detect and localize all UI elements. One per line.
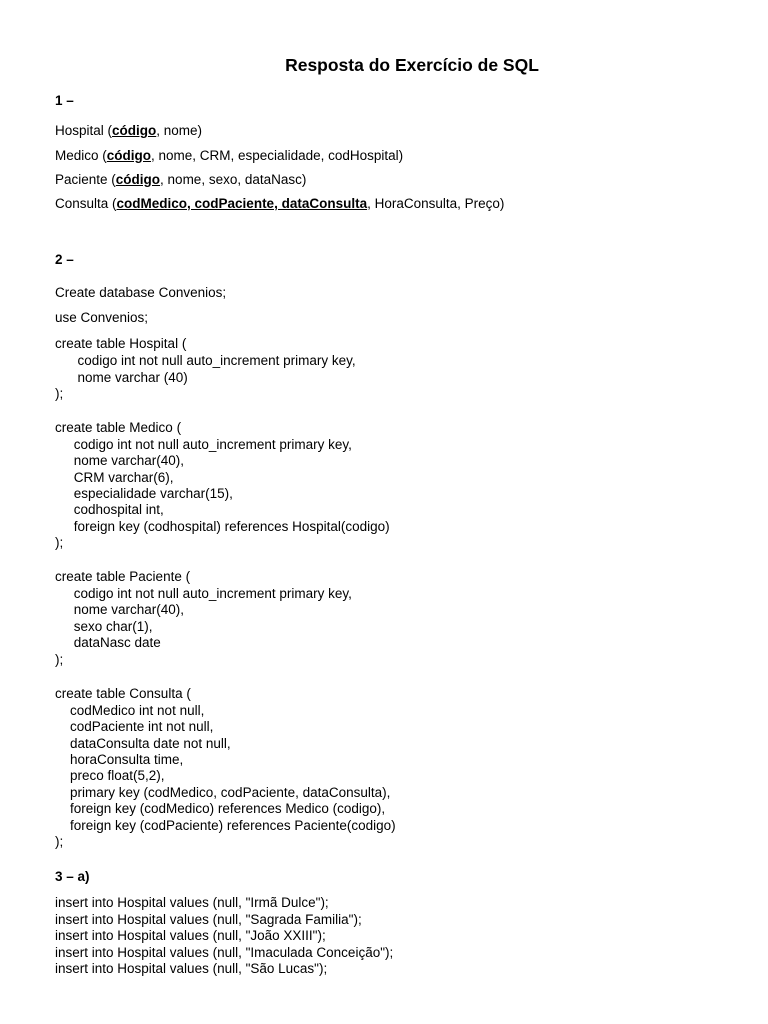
schema-line-paciente [55, 171, 306, 188]
schema-table-name: Medico ( [55, 148, 107, 163]
schema-line-consulta [55, 195, 504, 212]
code-line: foreign key (codhospital) references Hospital(codigo) [55, 519, 390, 534]
code-line: create table Medico ( [55, 420, 182, 435]
code-line: codigo int not null auto_increment primary key, [55, 437, 352, 452]
schema-columns: , nome, CRM, especialidade, codHospital) [151, 148, 404, 163]
insert-line: insert into Hospital values (null, "São Lucas"); [55, 961, 328, 976]
schema-line-hospital [55, 122, 202, 139]
code-line: ); [55, 834, 64, 849]
code-line: use Convenios; [55, 310, 149, 325]
document-title: Resposta do Exercício de SQL [285, 55, 539, 75]
code-line: preco float(5,2), [55, 768, 165, 783]
code-line: codigo int not null auto_increment primary key, [55, 353, 356, 368]
schema-primary-key: código [112, 123, 157, 138]
section-2-heading: 2 – [55, 252, 74, 267]
code-line: ); [55, 535, 64, 550]
code-line: create table Paciente ( [55, 569, 191, 584]
code-line: create table Hospital ( [55, 336, 187, 351]
code-line: nome varchar (40) [55, 370, 188, 385]
code-line: dataNasc date [55, 635, 161, 650]
schema-columns: , HoraConsulta, Preço) [367, 196, 505, 211]
schema-table-name: Hospital ( [55, 123, 113, 138]
code-line: Create database Convenios; [55, 285, 227, 300]
code-line: especialidade varchar(15), [55, 486, 233, 501]
section-3a-heading: 3 – a) [55, 869, 90, 884]
insert-line: insert into Hospital values (null, "Irmã Dulce"); [55, 895, 329, 910]
code-line: foreign key (codMedico) references Medico (codigo), [55, 801, 386, 816]
schema-table-name: Paciente ( [55, 172, 116, 187]
code-line: foreign key (codPaciente) references Paciente(codigo) [55, 818, 396, 833]
insert-line: insert into Hospital values (null, "João XXIII"); [55, 928, 326, 943]
schema-columns: , nome) [156, 123, 203, 138]
code-line: codMedico int not null, [55, 703, 205, 718]
code-line: ); [55, 386, 64, 401]
section-1-heading: 1 – [55, 93, 74, 108]
schema-line-medico [55, 147, 403, 164]
code-line: nome varchar(40), [55, 602, 185, 617]
code-line: dataConsulta date not null, [55, 736, 231, 751]
code-line: codhospital int, [55, 502, 164, 517]
code-line: nome varchar(40), [55, 453, 185, 468]
code-line: ); [55, 652, 64, 667]
code-line: primary key (codMedico, codPaciente, dataConsulta), [55, 785, 391, 800]
code-line: horaConsulta time, [55, 752, 184, 767]
schema-primary-key: código [115, 172, 161, 187]
schema-table-name: Consulta ( [55, 196, 117, 211]
code-line: codigo int not null auto_increment primary key, [55, 586, 352, 601]
schema-columns: , nome, sexo, dataNasc) [160, 172, 307, 187]
code-line: sexo char(1), [55, 619, 153, 634]
code-line: CRM varchar(6), [55, 470, 174, 485]
code-line: codPaciente int not null, [55, 719, 214, 734]
insert-line: insert into Hospital values (null, "Sagrada Familia"); [55, 912, 362, 927]
schema-primary-key: codMedico, codPaciente, dataConsulta [116, 196, 368, 211]
schema-primary-key: código [106, 148, 152, 163]
code-line: create table Consulta ( [55, 686, 191, 701]
insert-line: insert into Hospital values (null, "Imaculada Conceição"); [55, 945, 394, 960]
